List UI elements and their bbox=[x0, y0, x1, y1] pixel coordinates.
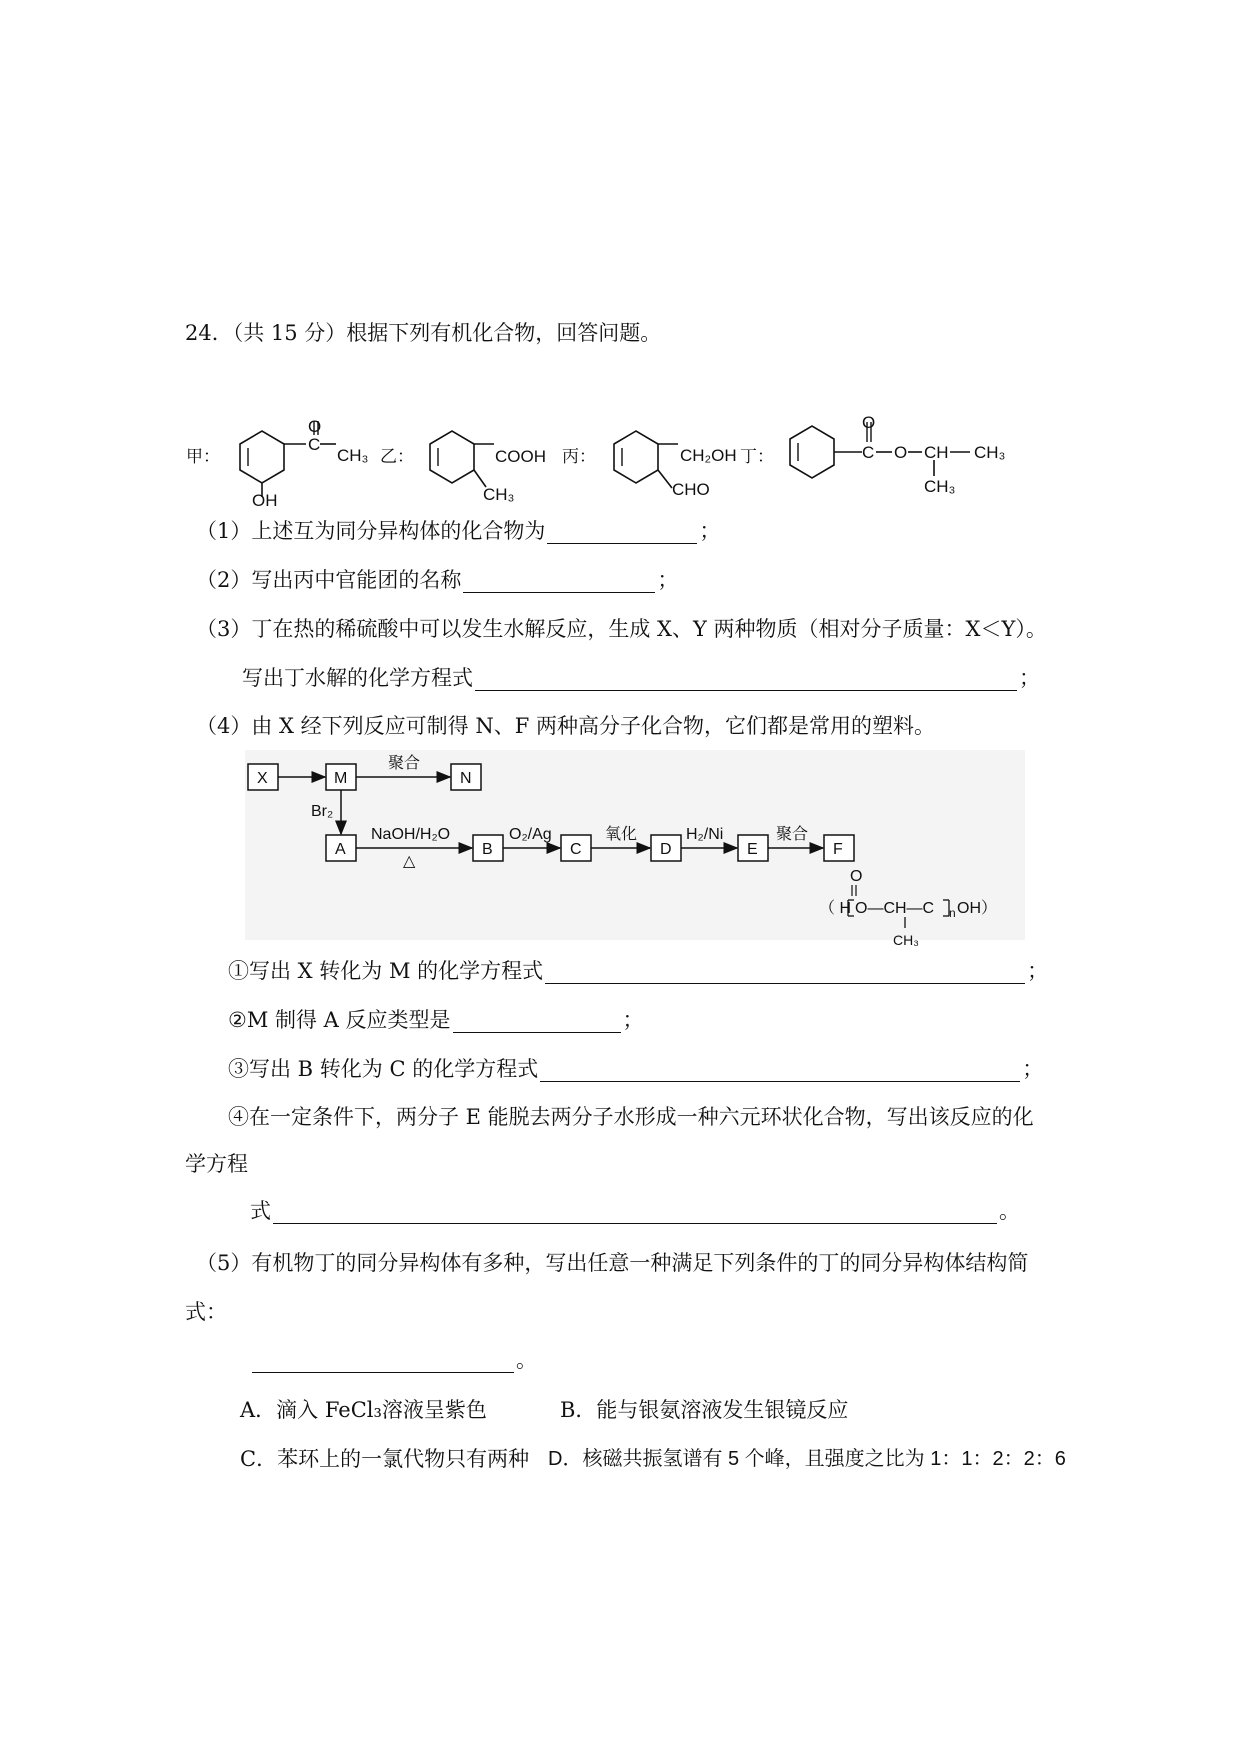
q4-sub3-text: ③写出 B 转化为 C 的化学方程式 bbox=[228, 1057, 539, 1081]
jia-ch3: CH₃ bbox=[337, 446, 369, 465]
svg-text:O—CH—C: O—CH—C bbox=[855, 900, 935, 917]
q5-option-a: A．滴入 FeCl₃溶液呈紫色 bbox=[240, 1398, 487, 1422]
q1-line bbox=[196, 518, 720, 544]
q4-sub1-line bbox=[228, 958, 1048, 984]
ding-ch: CH bbox=[924, 443, 949, 462]
q4-sub4-line2: 学方程 bbox=[185, 1152, 248, 1176]
q3-line1: （3）丁在热的稀硫酸中可以发生水解反应，生成 X、Y 两种物质（相对分子质量：X＜Y）。 bbox=[196, 617, 1047, 641]
q5-line1: （5）有机物丁的同分异构体有多种，写出任意一种满足下列条件的丁的同分异构体结构简 bbox=[196, 1251, 1029, 1275]
q5-end: 。 bbox=[516, 1348, 537, 1372]
ding-ch3-bottom: CH₃ bbox=[924, 477, 956, 496]
arrow-b-c-label: O₂/Ag bbox=[509, 826, 552, 843]
q1-end: ； bbox=[699, 519, 721, 543]
compound-yi-label: 乙： bbox=[380, 447, 414, 466]
ding-o: O bbox=[894, 443, 908, 462]
q4-sub4-line1: ④在一定条件下，两分子 E 能脱去两分子水形成一种六元环状化合物，写出该反应的化 bbox=[228, 1105, 1034, 1129]
q4-sub3-answer-blank[interactable] bbox=[540, 1061, 1020, 1082]
svg-text:O: O bbox=[850, 868, 863, 885]
yi-ch3: CH₃ bbox=[483, 485, 515, 504]
compound-yi-structure bbox=[430, 431, 494, 487]
q5-option-d: D．核磁共振氢谱有 5 个峰，且强度之比为 1：1：2：2：6 bbox=[548, 1448, 1066, 1470]
node-a-label: A bbox=[335, 841, 346, 858]
jia-c: C bbox=[308, 435, 321, 454]
node-m-label: M bbox=[334, 770, 348, 787]
node-e-label: E bbox=[747, 841, 758, 858]
compound-bing-structure bbox=[614, 431, 678, 488]
yi-cooh: COOH bbox=[495, 447, 546, 466]
q4-sub1-answer-blank[interactable] bbox=[545, 963, 1025, 984]
arrow-a-b-bottom-label: △ bbox=[403, 853, 416, 870]
svg-text:CH₃: CH₃ bbox=[893, 932, 919, 948]
compound-jia-label: 甲： bbox=[186, 447, 220, 466]
compound-ding-label: 丁： bbox=[740, 447, 774, 466]
q4-sub1-end: ； bbox=[1027, 959, 1049, 983]
q4-sub4-line3 bbox=[250, 1198, 1020, 1224]
arrow-a-b-top-label: NaOH/H₂O bbox=[371, 826, 451, 843]
q2-text: （2）写出丙中官能团的名称 bbox=[196, 568, 462, 592]
q5-option-c: C．苯环上的一氯代物只有两种 bbox=[240, 1447, 530, 1471]
q3-line2 bbox=[242, 665, 1040, 691]
arrow-d-e-label: H₂/Ni bbox=[686, 826, 724, 843]
node-x-label: X bbox=[257, 770, 268, 787]
question-header: 24．（共 15 分）根据下列有机化合物，回答问题。 bbox=[185, 321, 662, 345]
svg-text:n: n bbox=[949, 906, 956, 920]
q2-end: ； bbox=[657, 568, 679, 592]
q3-end: ； bbox=[1019, 666, 1040, 690]
ding-c: C bbox=[862, 443, 875, 462]
node-f-label: F bbox=[833, 841, 843, 858]
arrow-m-a-label: Br₂ bbox=[311, 803, 334, 820]
bing-cho: CHO bbox=[672, 480, 710, 499]
svg-text:（ H: （ H bbox=[819, 900, 852, 917]
ding-ch3-right: CH₃ bbox=[974, 443, 1006, 462]
q4-sub2-line bbox=[228, 1007, 644, 1033]
q3-text: 写出丁水解的化学方程式 bbox=[242, 666, 473, 690]
q3-answer-blank[interactable] bbox=[475, 670, 1017, 691]
arrow-c-d-label: 氧化 bbox=[605, 826, 638, 843]
q4-sub2-end: ； bbox=[622, 1008, 644, 1032]
compound-structures bbox=[0, 0, 1241, 520]
node-n-label: N bbox=[460, 770, 472, 787]
q4-sub2-answer-blank[interactable] bbox=[453, 1012, 621, 1033]
q4-sub1-text: ①写出 X 转化为 M 的化学方程式 bbox=[228, 959, 544, 983]
q4-sub2-text: ②M 制得 A 反应类型是 bbox=[228, 1008, 451, 1032]
q5-answer-line bbox=[250, 1347, 537, 1373]
bing-ch2oh: CH₂OH bbox=[680, 446, 737, 465]
ding-o-top: O bbox=[862, 413, 876, 432]
q4-intro: （4）由 X 经下列反应可制得 N、F 两种高分子化合物，它们都是常用的塑料。 bbox=[196, 714, 935, 738]
q1-text: （1）上述互为同分异构体的化合物为 bbox=[196, 519, 546, 543]
q2-answer-blank[interactable] bbox=[463, 572, 655, 593]
q4-sub4-answer-blank[interactable] bbox=[273, 1203, 997, 1224]
q4-sub4-text: 式 bbox=[250, 1199, 271, 1223]
reaction-flow-diagram bbox=[245, 750, 1035, 950]
q1-answer-blank[interactable] bbox=[547, 523, 697, 544]
q4-sub3-line bbox=[228, 1056, 1043, 1082]
node-b-label: B bbox=[482, 841, 493, 858]
arrow-e-f-label: 聚合 bbox=[776, 826, 809, 843]
q4-sub4-end: 。 bbox=[999, 1199, 1020, 1223]
compound-bing-label: 丙： bbox=[562, 447, 596, 466]
jia-o: O bbox=[308, 417, 322, 436]
jia-oh: OH bbox=[252, 491, 278, 510]
compound-jia-structure bbox=[240, 421, 336, 497]
q5-option-b: B．能与银氨溶液发生银镜反应 bbox=[560, 1398, 849, 1422]
arrow-m-n-label: 聚合 bbox=[388, 755, 421, 772]
q5-line2: 式： bbox=[185, 1300, 227, 1324]
node-c-label: C bbox=[570, 841, 582, 858]
q4-sub3-end: ； bbox=[1022, 1057, 1044, 1081]
svg-text:OH）: OH） bbox=[957, 900, 998, 917]
q5-answer-blank[interactable] bbox=[252, 1352, 514, 1373]
node-d-label: D bbox=[660, 841, 672, 858]
q2-line bbox=[196, 567, 678, 593]
